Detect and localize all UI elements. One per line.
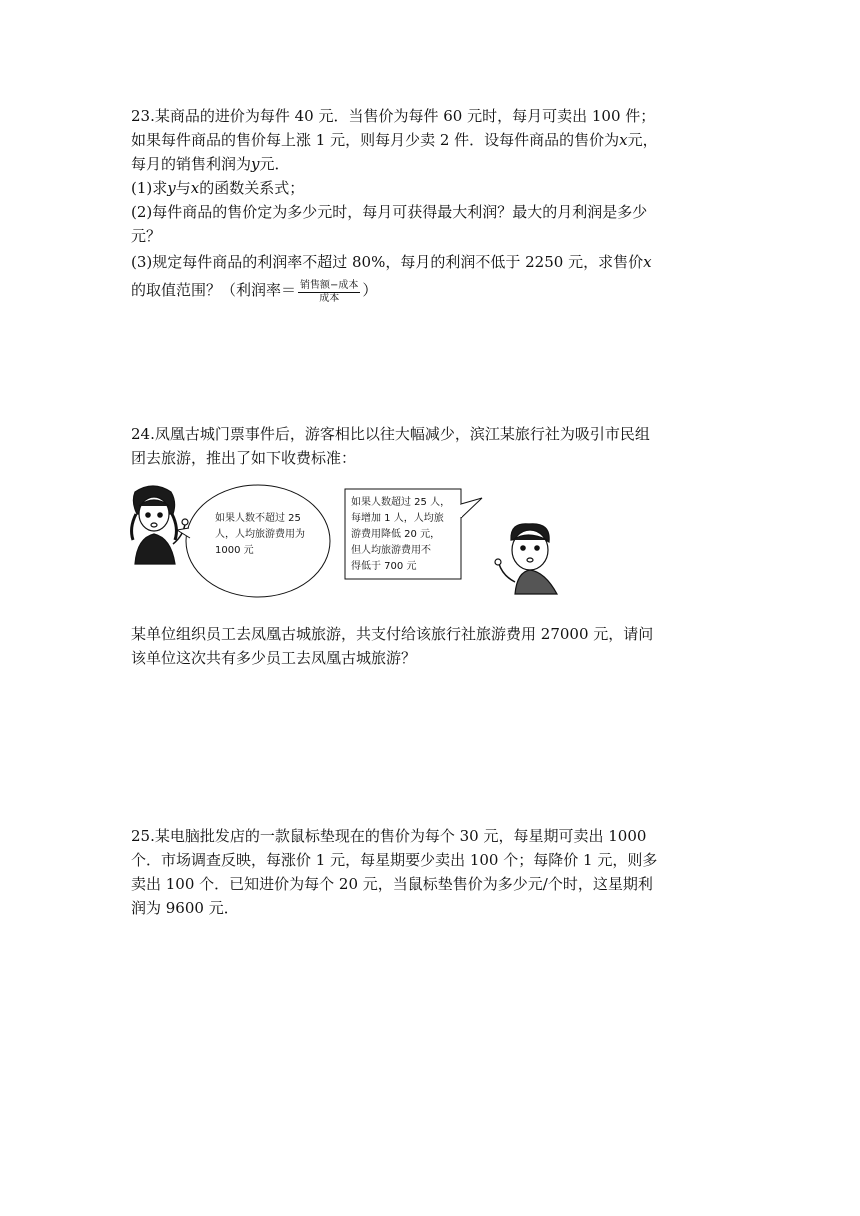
q25-line2: 个．市场调查反映，每涨价 1 元，每星期要少卖出 100 个；每降价 1 元，则多 [131, 851, 658, 869]
q24-line1: 24.凤凰古城门票事件后，游客相比以往大幅减少，滨江某旅行社为吸引市民组 [131, 425, 650, 443]
question-24-body [131, 622, 731, 670]
pricing-illustration [127, 484, 567, 604]
boy-figure [495, 524, 557, 594]
girl-figure [132, 486, 188, 564]
q23-part3-cont: 的取值范围？（利润率＝ $\frac{\text{销售额−成本}}{\text{成本}}$ ） [131, 279, 378, 304]
q24-line2: 团去旅游，推出了如下收费标准： [131, 449, 357, 467]
q23-line3: 每月的销售利润为y元． [131, 155, 290, 173]
q23-part1: (1)求y与x的函数关系式； [131, 179, 305, 197]
q23-line2: 如果每件商品的售价每上涨 1 元，则每月少卖 2 件．设每件商品的售价为x元， [131, 131, 658, 149]
q25-line3: 卖出 100 个．已知进价为每个 20 元，当鼠标垫售价为多少元/个时，这星期利 [131, 875, 653, 893]
q23-part2: (2)每件商品的售价定为多少元时，每月可获得最大利润？最大的月利润是多少 [131, 203, 648, 221]
q23-line1: 23.某商品的进价为每件 40 元．当售价为每件 60 元时，每月可卖出 100 件； [131, 107, 656, 125]
q25-line4: 润为 9600 元． [131, 899, 239, 917]
left-bubble-text: 如果人数不超过 25 人，人均旅游费用为 1000 元 [215, 513, 305, 556]
question-25 [131, 824, 731, 920]
question-23 [131, 104, 731, 304]
q23-part3: (3)规定每件商品的利润率不超过 80%，每月的利润不低于 2250 元，求售价x [131, 253, 652, 271]
question-24 [131, 422, 731, 470]
right-box-text: 如果人数超过 25 人， 每增加 1 人，人均旅 游费用降低 20 元， 但人均旅游费用不 得低于 700 元 [351, 497, 451, 572]
q24-question-line2: 该单位这次共有多少员工去凤凰古城旅游？ [131, 649, 417, 667]
profit-rate-fraction: $\frac{\text{销售额−成本}}{\text{成本}}$ [300, 279, 359, 304]
cartoon-figures [127, 484, 567, 604]
q25-line1: 25.某电脑批发店的一款鼠标垫现在的售价为每个 30 元，每星期可卖出 1000 [131, 827, 647, 845]
q24-question-line1: 某单位组织员工去凤凰古城旅游，共支付给该旅行社旅游费用 27000 元，请问 [131, 625, 654, 643]
q23-part2-cont: 元？ [131, 227, 162, 245]
